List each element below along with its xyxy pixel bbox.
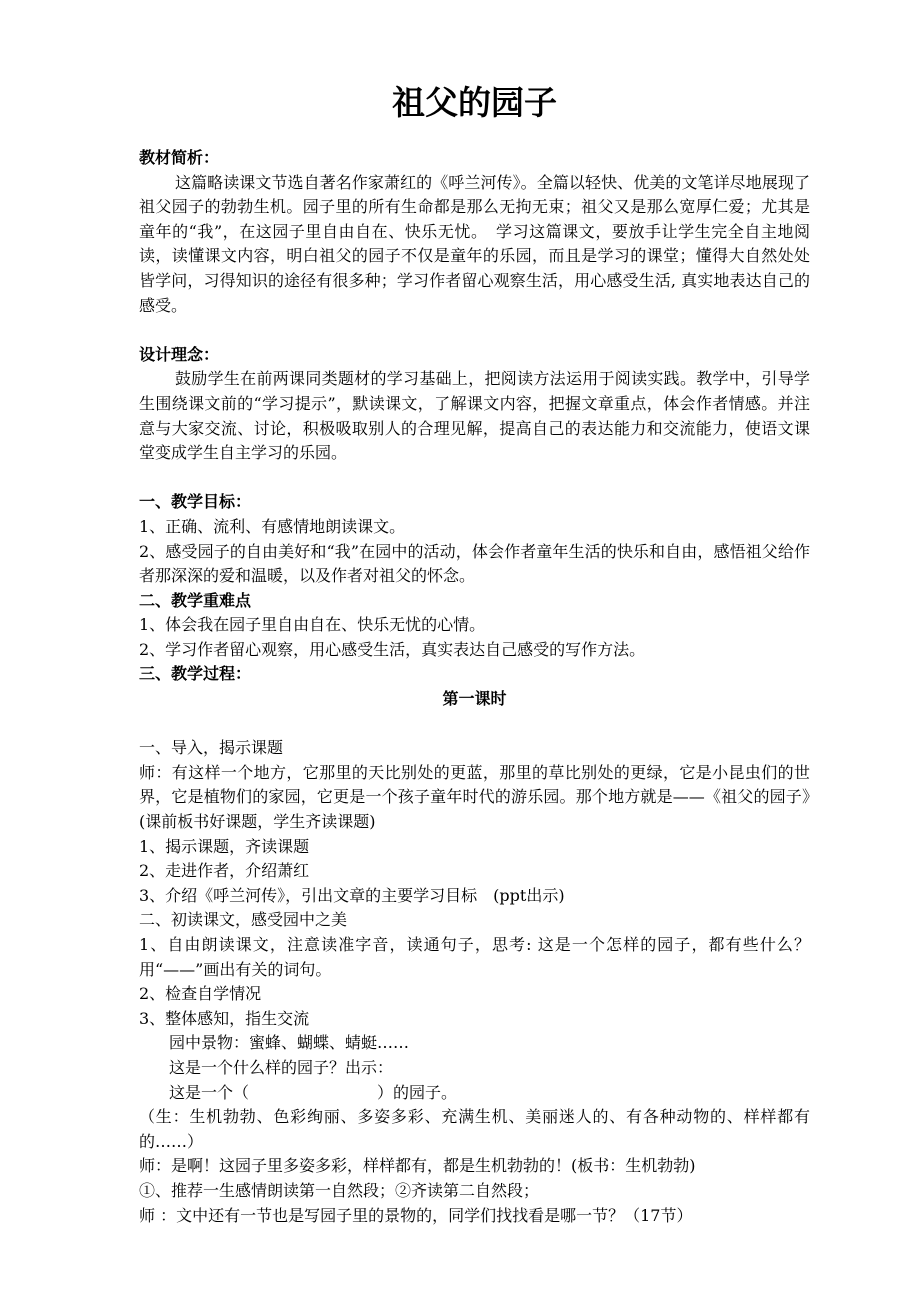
process-line: 一、导入，揭示课题 <box>139 738 284 758</box>
process-line: 二、初读课文，感受园中之美 <box>139 910 348 930</box>
process-sub-line: 这是一个什么样的园子？出示： <box>169 1057 394 1077</box>
analysis-text: 这篇略读课文节选自著名作家萧红的《呼兰河传》。全篇以轻快、优美的文笔详尽地展现了祖父园子的勃勃生机。园子里的所有生命都是那么无拘无束；祖父又是那么宽厚仁爱；尤其是童年的“我”，在这园子里自由自在、快乐无忧。 学习这篇课文，要放手让学生完全自主地阅读，读懂课文内容，明白祖父的园子不仅是童年的乐园，而且是学习的课堂；懂得大自然处处皆学问，习得知识的途径有很多种；学习作者留心观察生活，用心感受生活, 真实地表达自己的感受。 <box>139 172 810 315</box>
spacer <box>139 466 810 491</box>
process-line: ①、推荐一生感情朗读第一自然段；②齐读第二自然段； <box>139 1180 540 1200</box>
process-sub-line: 园中景物：蜜蜂、蝴蝶、蜻蜓…… <box>169 1033 410 1053</box>
key-points-heading: 二、教学重难点 <box>139 590 252 610</box>
spacer <box>139 712 810 737</box>
key-point-item: 2、学习作者留心观察，用心感受生活，真实表达自己感受的写作方法。 <box>139 639 646 659</box>
process-line: （生：生机勃勃、色彩绚丽、多姿多彩、充满生机、美丽迷人的、有各种动物的、样样都有的……） <box>139 1107 810 1151</box>
process-line: 3、整体感知，指生交流 <box>139 1008 310 1028</box>
process-line: 师：有这样一个地方，它那里的天比别处的更蓝，那里的草比别处的更绿，它是小昆虫们的世界，它是植物们的家园，它更是一个孩子童年时代的游乐园。那个地方就是——《祖父的园子》(课前板书好课题，学生齐读课题) <box>139 762 810 832</box>
goal-item: 1、正确、流利、有感情地朗读课文。 <box>139 516 406 536</box>
concept-text: 鼓励学生在前两课同类题材的学习基础上，把阅读方法运用于阅读实践。教学中，引导学生围绕课文前的“学习提示”，默读课文，了解课文内容，把握文章重点，体会作者情感。并注意与大家交流、讨论，积极吸取别人的合理见解，提高自己的表达能力和交流能力，使语文课堂变成学生自主学习的乐园。 <box>139 369 810 463</box>
process-line: 师：是啊！这园子里多姿多彩，样样都有，都是生机勃勃的！(板书：生机勃勃) <box>139 1156 696 1176</box>
process-line: 3、介绍《呼兰河传》，引出文章的主要学习目标 (ppt出示) <box>139 885 565 905</box>
process-line: 1、自由朗读课文，注意读准字音，读通句子，思考: 这是一个怎样的园子，都有些什么？用“——”画出有关的词句。 <box>139 935 810 979</box>
process-sub-line: 这是一个（ ）的园子。 <box>169 1082 458 1102</box>
document-title: 祖父的园子 <box>392 83 557 122</box>
concept-heading: 设计理念： <box>139 344 220 364</box>
process-line: 2、检查自学情况 <box>139 984 262 1004</box>
goal-item: 2、感受园子的自由美好和“我”在园中的活动，体会作者童年生活的快乐和自由，感悟祖父给作者那深深的爱和温暖，以及作者对祖父的怀念。 <box>139 541 810 586</box>
goals-heading: 一、教学目标： <box>139 492 252 512</box>
analysis-heading: 教材简析： <box>139 148 220 167</box>
process-line: 师 ：文中还有一节也是写园子里的景物的，同学们找找看是哪一节？（17节） <box>139 1205 693 1225</box>
process-line: 2、走进作者，介绍萧红 <box>139 861 310 881</box>
key-point-item: 1、体会我在园子里自由自在、快乐无忧的心情。 <box>139 615 486 635</box>
lesson-title: 第一课时 <box>442 689 507 709</box>
document-page <box>139 70 810 1228</box>
process-heading: 三、教学过程： <box>139 664 252 684</box>
process-line: 1、揭示课题，齐读课题 <box>139 836 310 856</box>
spacer <box>139 318 810 343</box>
